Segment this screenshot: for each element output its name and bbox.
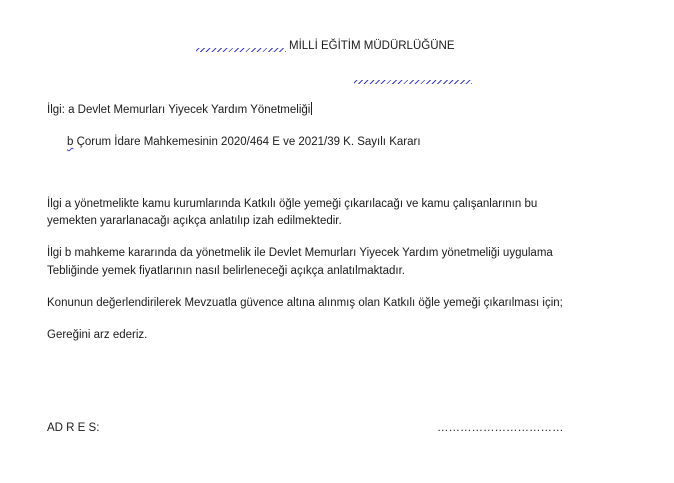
paragraph-1-line-2: yemekten yararlanacağı açıkça anlatılıp izah edilmektedir.: [47, 215, 342, 227]
reference-b-text: Çorum İdare Mahkemesinin 2020/464 E ve 2021/39 K. Sayılı Kararı: [73, 136, 421, 148]
placeholder-underline: [196, 48, 286, 52]
paragraph-4: Gereğini arz ederiz.: [47, 329, 148, 341]
reference-a: [47, 102, 312, 117]
reference-b-letter: b: [67, 136, 74, 148]
reference-a-text: İlgi: a Devlet Memurları Yiyecek Yardım Yönetmeliği: [47, 104, 311, 116]
text-cursor: [311, 102, 312, 115]
reference-b: [67, 135, 421, 149]
address-label: AD R E S:: [47, 422, 100, 434]
paragraph-2-line-2: Tebliğinde yemek fiyatlarının nasıl belirleneceği açıkça anlatılmaktadır.: [47, 265, 405, 277]
paragraph-1-line-1: İlgi a yönetmelikte kamu kurumlarında Katkılı öğle yemeği çıkarılacağı ve kamu çalışanlarının bu: [47, 198, 538, 210]
signature-line: ……………………………: [437, 422, 564, 434]
document-title: MİLLİ EĞİTİM MÜDÜRLÜĞÜNE: [289, 40, 455, 52]
placeholder-underline: [354, 80, 472, 84]
paragraph-3: Konunun değerlendirilerek Mevzuatla güvence altına alınmış olan Katkılı öğle yemeği çıkarılması için;: [47, 297, 563, 309]
paragraph-2-line-1: İlgi b mahkeme kararında da yönetmelik ile Devlet Memurları Yiyecek Yardım yönetmeliği uygulama: [47, 247, 553, 259]
